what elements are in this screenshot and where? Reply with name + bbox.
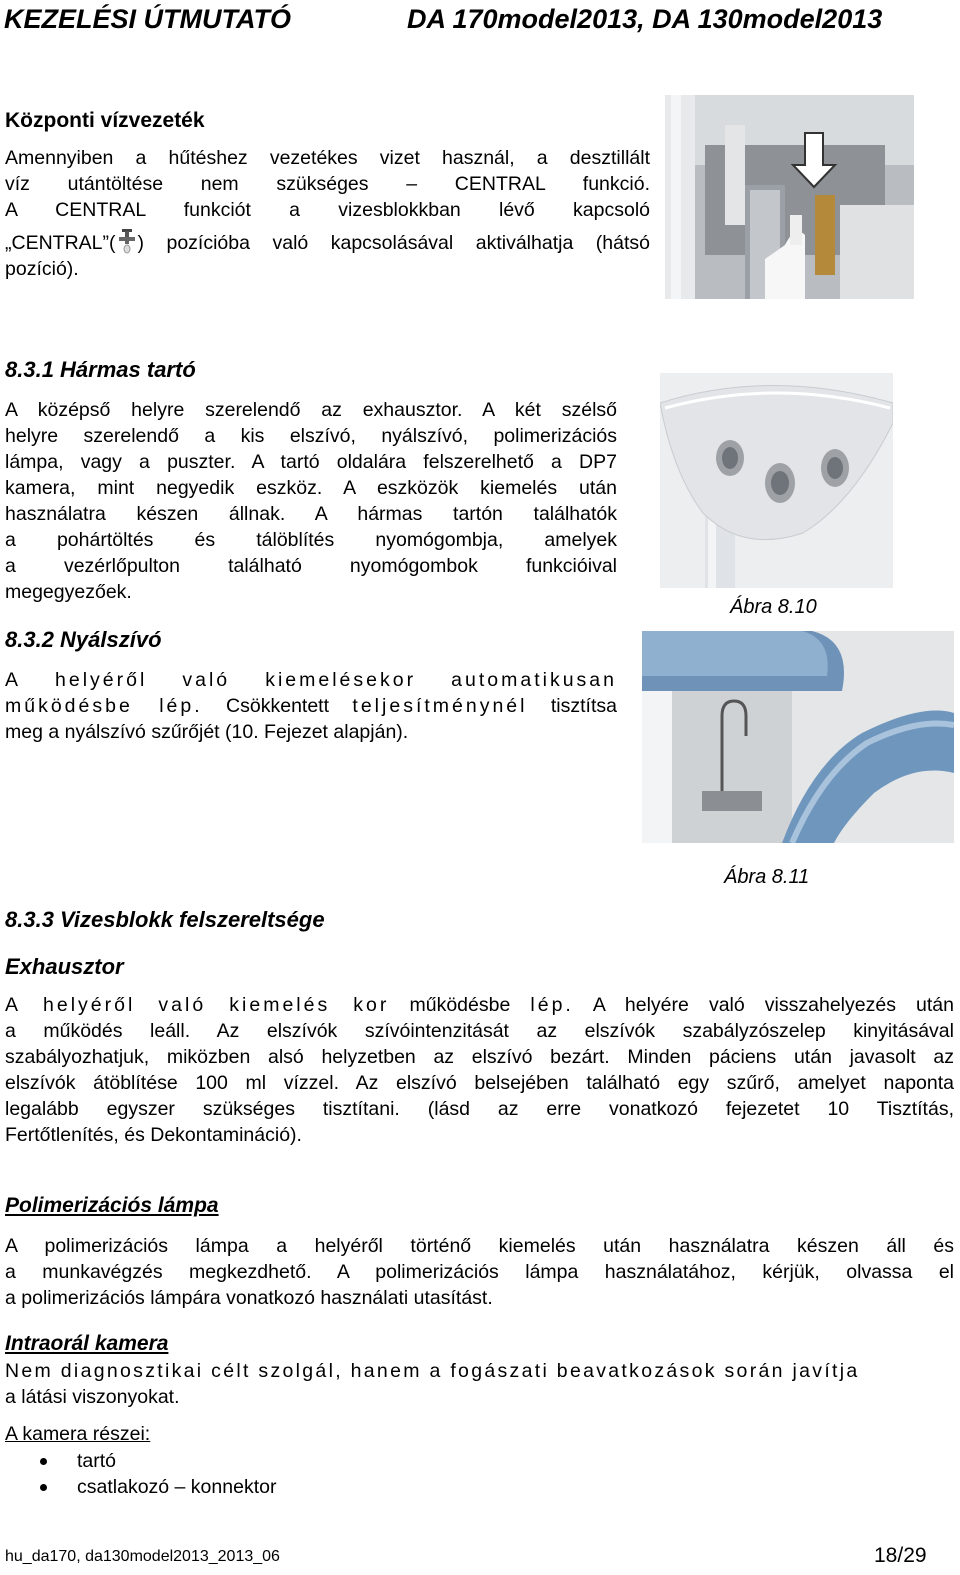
bullet-icon: [40, 1484, 47, 1491]
exh-line: szabályozhatjuk, miközben alsó helyzetben az elszívó bezárt. Minden páciens után javasolt az: [5, 1046, 954, 1068]
intraoral-camera-paragraph: [5, 1358, 954, 1410]
list-item: tartó: [40, 1448, 276, 1474]
faucet-icon: [116, 227, 138, 255]
exh-line: elszívók átöblítése 100 ml vízzel. Az elszívó belsejében található egy szűrő, amelyet naponta: [5, 1072, 954, 1094]
header-manual-title: KEZELÉSI ÚTMUTATÓ: [4, 4, 291, 34]
section-831-heading: 8.3.1 Hármas tartó: [5, 357, 196, 382]
s831-line: használatra készen állnak. A hármas tartón találhatók: [5, 503, 617, 525]
camera-parts-list: [40, 1448, 276, 1500]
s831-line: helyre szerelendő a kis elszívó, nyálszívó, polimerizációs: [5, 425, 617, 447]
s832-line: meg a nyálszívó szűrőjét (10. Fejezet alapján).: [5, 721, 409, 743]
central-line: víz utántöltése nem szükséges – CENTRAL funkció.: [5, 173, 650, 195]
s831-line: a vezérlőpulton található nyomógombok funkcióival: [5, 555, 617, 577]
section-833-heading: 8.3.3 Vizesblokk felszereltsége: [5, 907, 325, 932]
section-831-paragraph: [5, 397, 617, 605]
camera-parts-heading: A kamera részei:: [5, 1423, 151, 1445]
exh-line: a működés leáll. Az elszívók szívóintenzitását az elszívók szabályzószelep kinyitásával: [5, 1020, 954, 1042]
central-line: A CENTRAL funkciót a vizesblokkban lévő kapcsoló: [5, 199, 650, 221]
list-item: csatlakozó – konnektor: [40, 1474, 276, 1500]
central-line: pozíció).: [5, 258, 79, 280]
exh-line: Fertőtlenítés, és Dekontamináció).: [5, 1124, 302, 1146]
saliva-ejector-photo: [642, 631, 954, 843]
s831-line: A középső helyre szerelendő az exhausztor. A két szélső: [5, 399, 617, 421]
central-water-paragraph: [5, 145, 650, 282]
figure-811-caption: Ábra 8.11: [724, 866, 810, 888]
header-model-title: DA 170model2013, DA 130model2013: [407, 4, 883, 34]
exhauster-heading: Exhausztor: [5, 954, 124, 979]
exhauster-paragraph: [5, 992, 954, 1148]
curing-lamp-heading: Polimerizációs lámpa: [5, 1194, 219, 1217]
s831-line: megegyezőek.: [5, 581, 132, 603]
pol-line: A polimerizációs lámpa a helyéről történő kiemelés után használatra készen áll és: [5, 1235, 954, 1257]
section-832-paragraph: [5, 667, 617, 745]
central-line-with-icon: „CENTRAL”( ) pozícióba való kapcsolásával aktiválhatja (hátsó: [5, 227, 650, 256]
footer-doc-id: hu_da170, da130model2013_2013_06: [5, 1548, 280, 1565]
exh-line-1: A helyéről való kiemelés kor működésbe lép. A helyére való visszahelyezés után: [5, 994, 954, 1016]
central-water-heading: Központi vízvezeték: [5, 109, 205, 132]
triple-holder-photo: [660, 373, 893, 588]
intraoral-camera-heading: Intraorál kamera: [5, 1332, 169, 1355]
cam-line: Nem diagnosztikai célt szolgál, hanem a fogászati beavatkozások során javítja: [5, 1360, 860, 1382]
section-832-heading: 8.3.2 Nyálszívó: [5, 627, 162, 652]
footer-page-number: 18/29: [874, 1544, 927, 1567]
s832-line: A helyéről való kiemelésekor automatikusan: [5, 669, 617, 691]
s831-line: a pohártöltés és tálöblítés nyomógombja, amelyek: [5, 529, 617, 551]
bullet-icon: [40, 1458, 47, 1465]
central-line: Amennyiben a hűtéshez vezetékes vizet használ, a desztillált: [5, 147, 650, 169]
cam-line: a látási viszonyokat.: [5, 1386, 180, 1408]
s832-line-2: működésbe lép. Csökkentett teljesítménynél tisztítsa: [5, 695, 617, 717]
s831-line: kamera, mint negyedik eszköz. A eszközök kiemelés után: [5, 477, 617, 499]
s831-line: lámpa, vagy a puszter. A tartó oldalára felszerelhető a DP7: [5, 451, 617, 473]
water-block-photo: [665, 95, 914, 299]
pol-line: a polimerizációs lámpára vonatkozó használati utasítást.: [5, 1287, 493, 1309]
pol-line: a munkavégzés megkezdhető. A polimerizációs lámpa használatához, kérjük, olvassa el: [5, 1261, 954, 1283]
curing-lamp-paragraph: [5, 1233, 954, 1311]
exh-line: legalább egyszer szükséges tisztítani. (lásd az erre vonatkozó fejezetet 10 Tisztítás,: [5, 1098, 954, 1120]
figure-810-caption: Ábra 8.10: [730, 596, 817, 618]
